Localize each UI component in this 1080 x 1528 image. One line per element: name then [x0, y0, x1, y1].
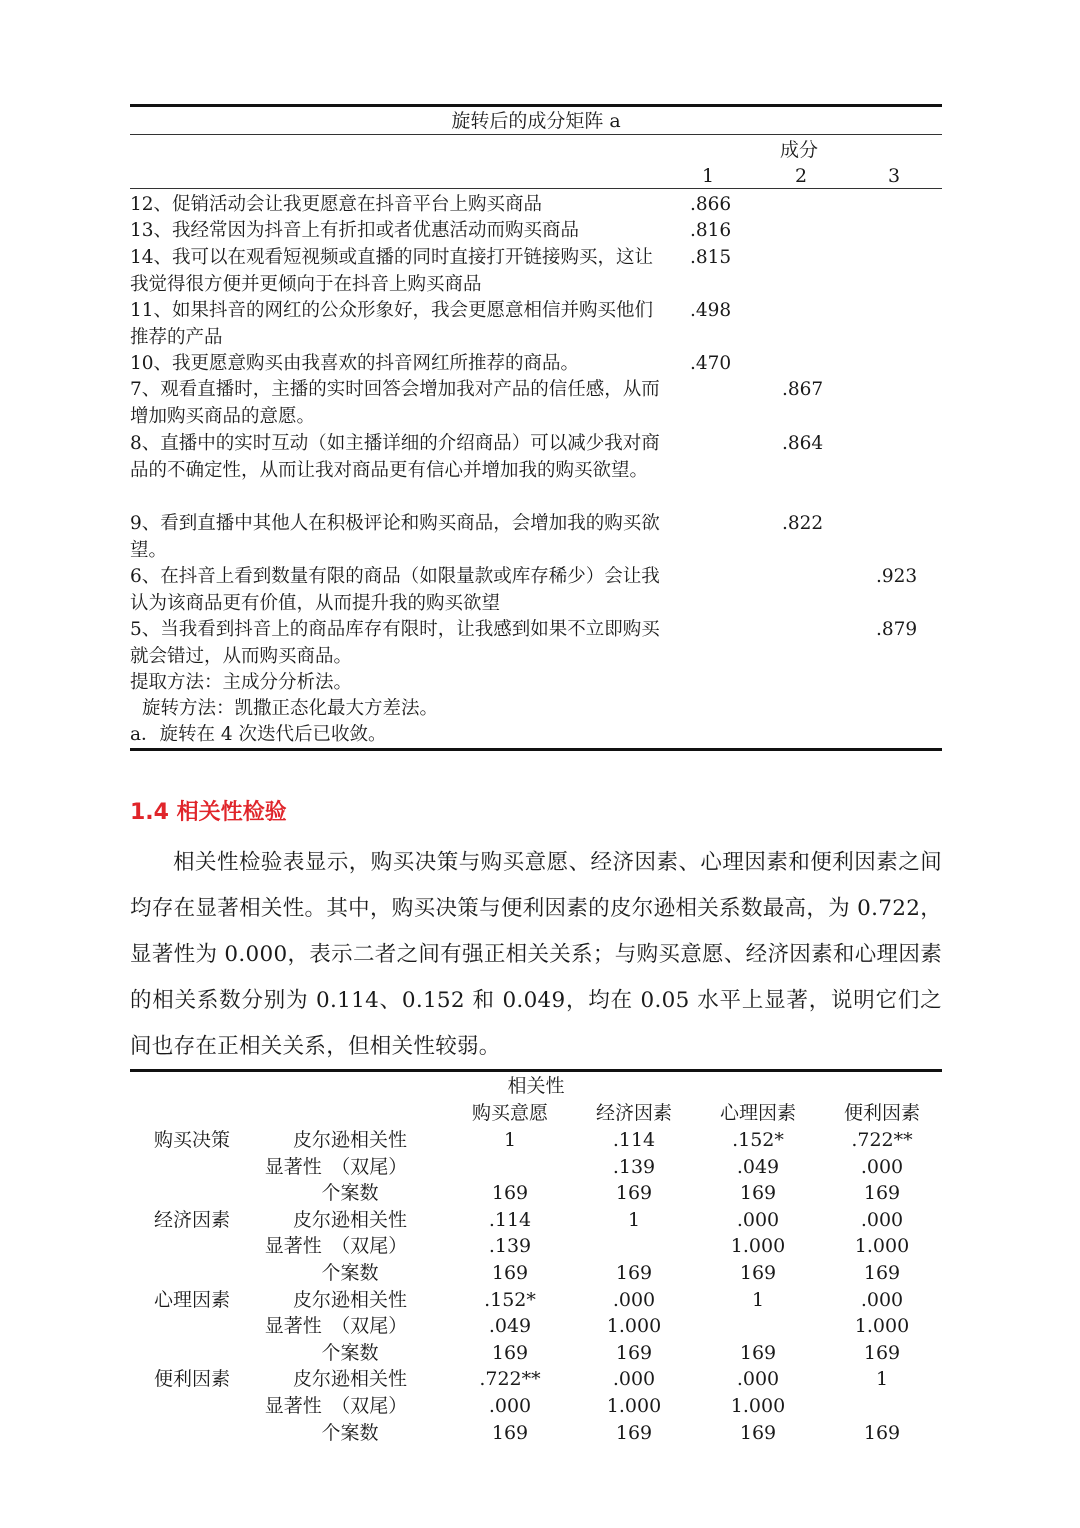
row-statistic-label: 显著性 （双尾）	[264, 1155, 408, 1178]
table-cell: 169	[863, 1341, 901, 1364]
row-statistic-label: 个案数	[321, 1341, 379, 1364]
table-cell-loading: .498	[690, 300, 732, 321]
table-cell-loading: .470	[690, 353, 732, 374]
component-col-2: 2	[795, 165, 808, 187]
row-statistic-label: 皮尔逊相关性	[292, 1288, 407, 1311]
table-cell: .000	[612, 1368, 656, 1391]
col-header-economic: 经济因素	[595, 1102, 672, 1124]
table-cell: 169	[615, 1182, 653, 1205]
table-cell: 1.000	[730, 1235, 786, 1258]
table-cell: .049	[736, 1155, 780, 1178]
table-row-label: 6、在抖音上看到数量有限的商品（如限量款或库存稀少）会让我认为该商品更有价值，从而提升我的购买欲望	[130, 566, 660, 614]
table-cell: .152*	[484, 1288, 536, 1311]
row-statistic-label: 皮尔逊相关性	[292, 1368, 407, 1391]
table-cell-loading: .867	[782, 379, 824, 400]
table-cell: 169	[491, 1262, 529, 1284]
table-cell: .000	[736, 1208, 780, 1231]
component-group-header: 成分	[780, 139, 819, 161]
table-cell-loading: .816	[690, 220, 732, 241]
table-cell: .114	[488, 1208, 532, 1231]
table-cell: 1	[751, 1288, 765, 1311]
row-variable-label: 经济因素	[153, 1208, 230, 1231]
table-row-label: 10、我更愿意购买由我喜欢的抖音网红所推荐的商品。	[130, 353, 580, 374]
row-statistic-label: 皮尔逊相关性	[292, 1208, 407, 1231]
row-statistic-label: 显著性 （双尾）	[264, 1235, 408, 1258]
table-cell-loading: .866	[690, 194, 732, 215]
row-statistic-label: 显著性 （双尾）	[264, 1315, 408, 1338]
table-cell: 169	[863, 1262, 901, 1284]
table-cell-loading: .923	[876, 566, 918, 587]
table-title-rule	[130, 134, 942, 135]
table-cell: 1	[875, 1368, 889, 1391]
table-cell: .114	[612, 1129, 656, 1151]
table-top-rule	[130, 1069, 942, 1072]
table-cell-loading: .822	[782, 513, 824, 534]
table-cell: .139	[488, 1235, 532, 1258]
table-cell: 169	[615, 1421, 653, 1444]
table-cell: 1	[627, 1208, 641, 1231]
table-row-label: 5、当我看到抖音上的商品库存有限时，让我感到如果不立即购买就会错过，从而购买商品。	[130, 619, 660, 667]
col-header-convenience: 便利因素	[843, 1102, 920, 1124]
table-cell-loading: .864	[782, 433, 824, 454]
table-cell: 169	[863, 1421, 901, 1444]
table-cell: 169	[615, 1341, 653, 1364]
table-cell: .722**	[479, 1368, 541, 1391]
section-heading: 1.4 相关性检验	[130, 800, 287, 825]
section-paragraph: 相关性检验表显示，购买决策与购买意愿、经济因素、心理因素和便利因素之间均存在显著相关性。其中，购买决策与便利因素的皮尔逊相关系数最高，为 0.722，显著性为 0.000，表示二者之间有强正相关关系；与购买意愿、经济因素和心理因素的相关系数分别为 0.114、0.152 和 0.049，均在 0.05 水平上显著，说明它们之间也存在正相关关系，但相关性较弱。	[130, 850, 942, 1059]
table-cell: 169	[739, 1421, 777, 1444]
table-cell: .152*	[732, 1129, 784, 1151]
footnote-convergence: a．旋转在 4 次迭代后已收敛。	[130, 724, 387, 745]
table-cell: 169	[615, 1262, 653, 1284]
table-cell: 1.000	[606, 1395, 662, 1417]
row-variable-label: 便利因素	[153, 1368, 230, 1391]
table-title: 相关性	[507, 1075, 565, 1097]
col-header-psychological: 心理因素	[719, 1102, 796, 1124]
table-row-label: 11、如果抖音的网红的公众形象好，我会更愿意相信并购买他们推荐的产品	[130, 300, 654, 348]
table-row-label: 13、我经常因为抖音上有折扣或者优惠活动而购买商品	[130, 220, 580, 241]
correlation-table	[130, 1069, 942, 1449]
table-bottom-rule	[130, 748, 942, 751]
table-row-label: 8、直播中的实时互动（如主播详细的介绍商品）可以减少我对商品的不确定性，从而让我对商品更有信心并增加我的购买欲望。	[130, 433, 660, 481]
table-cell: .049	[488, 1315, 532, 1338]
table-title: 旋转后的成分矩阵 a	[451, 110, 621, 132]
table-cell: 169	[491, 1182, 529, 1205]
row-statistic-label: 个案数	[321, 1182, 379, 1205]
table-cell: 1	[503, 1129, 517, 1151]
table-cell: .000	[736, 1368, 780, 1391]
table-cell: .000	[612, 1288, 656, 1311]
table-row-label: 7、观看直播时，主播的实时回答会增加我对产品的信任感，从而增加购买商品的意愿。	[130, 379, 660, 427]
component-col-3: 3	[888, 165, 901, 187]
row-statistic-label: 个案数	[321, 1262, 379, 1284]
row-statistic-label: 显著性 （双尾）	[264, 1395, 408, 1417]
table-cell: .722**	[851, 1129, 913, 1151]
table-cell: .000	[860, 1155, 904, 1178]
table-cell: 169	[739, 1262, 777, 1284]
row-statistic-label: 个案数	[321, 1421, 379, 1444]
rotated-component-matrix-table	[130, 104, 942, 752]
table-cell: 169	[739, 1182, 777, 1205]
table-row-label: 14、我可以在观看短视频或直播的同时直接打开链接购买，这让我觉得很方便并更倾向于在抖音上购买商品	[130, 247, 654, 295]
table-top-rule	[130, 104, 942, 107]
table-cell: 1.000	[730, 1395, 786, 1417]
table-cell: 1.000	[606, 1315, 662, 1338]
table-cell-loading: .879	[876, 619, 918, 640]
component-col-1: 1	[702, 165, 715, 187]
table-cell: 1.000	[854, 1235, 910, 1258]
table-cell: 169	[863, 1182, 901, 1205]
row-variable-label: 购买决策	[153, 1129, 230, 1151]
table-cell: .139	[612, 1155, 656, 1178]
table-cell: .000	[860, 1208, 904, 1231]
table-cell: .000	[488, 1395, 532, 1417]
row-statistic-label: 皮尔逊相关性	[292, 1129, 407, 1151]
table-cell: 169	[491, 1341, 529, 1364]
table-row-label: 9、看到直播中其他人在积极评论和购买商品，会增加我的购买欲望。	[130, 513, 660, 561]
footnote-rotation: 旋转方法：凯撒正态化最大方差法。	[142, 698, 439, 719]
table-row-label: 12、促销活动会让我更愿意在抖音平台上购买商品	[130, 194, 543, 215]
table-cell: 1.000	[854, 1315, 910, 1338]
table-cell-loading: .815	[690, 247, 732, 268]
col-header-purchase-intent: 购买意愿	[471, 1102, 548, 1124]
table-cell: 169	[491, 1421, 529, 1444]
row-variable-label: 心理因素	[153, 1288, 230, 1311]
footnote-extraction: 提取方法：主成分分析法。	[130, 672, 353, 693]
table-cell: .000	[860, 1288, 904, 1311]
header-rule	[130, 188, 942, 189]
table-cell: 169	[739, 1341, 777, 1364]
